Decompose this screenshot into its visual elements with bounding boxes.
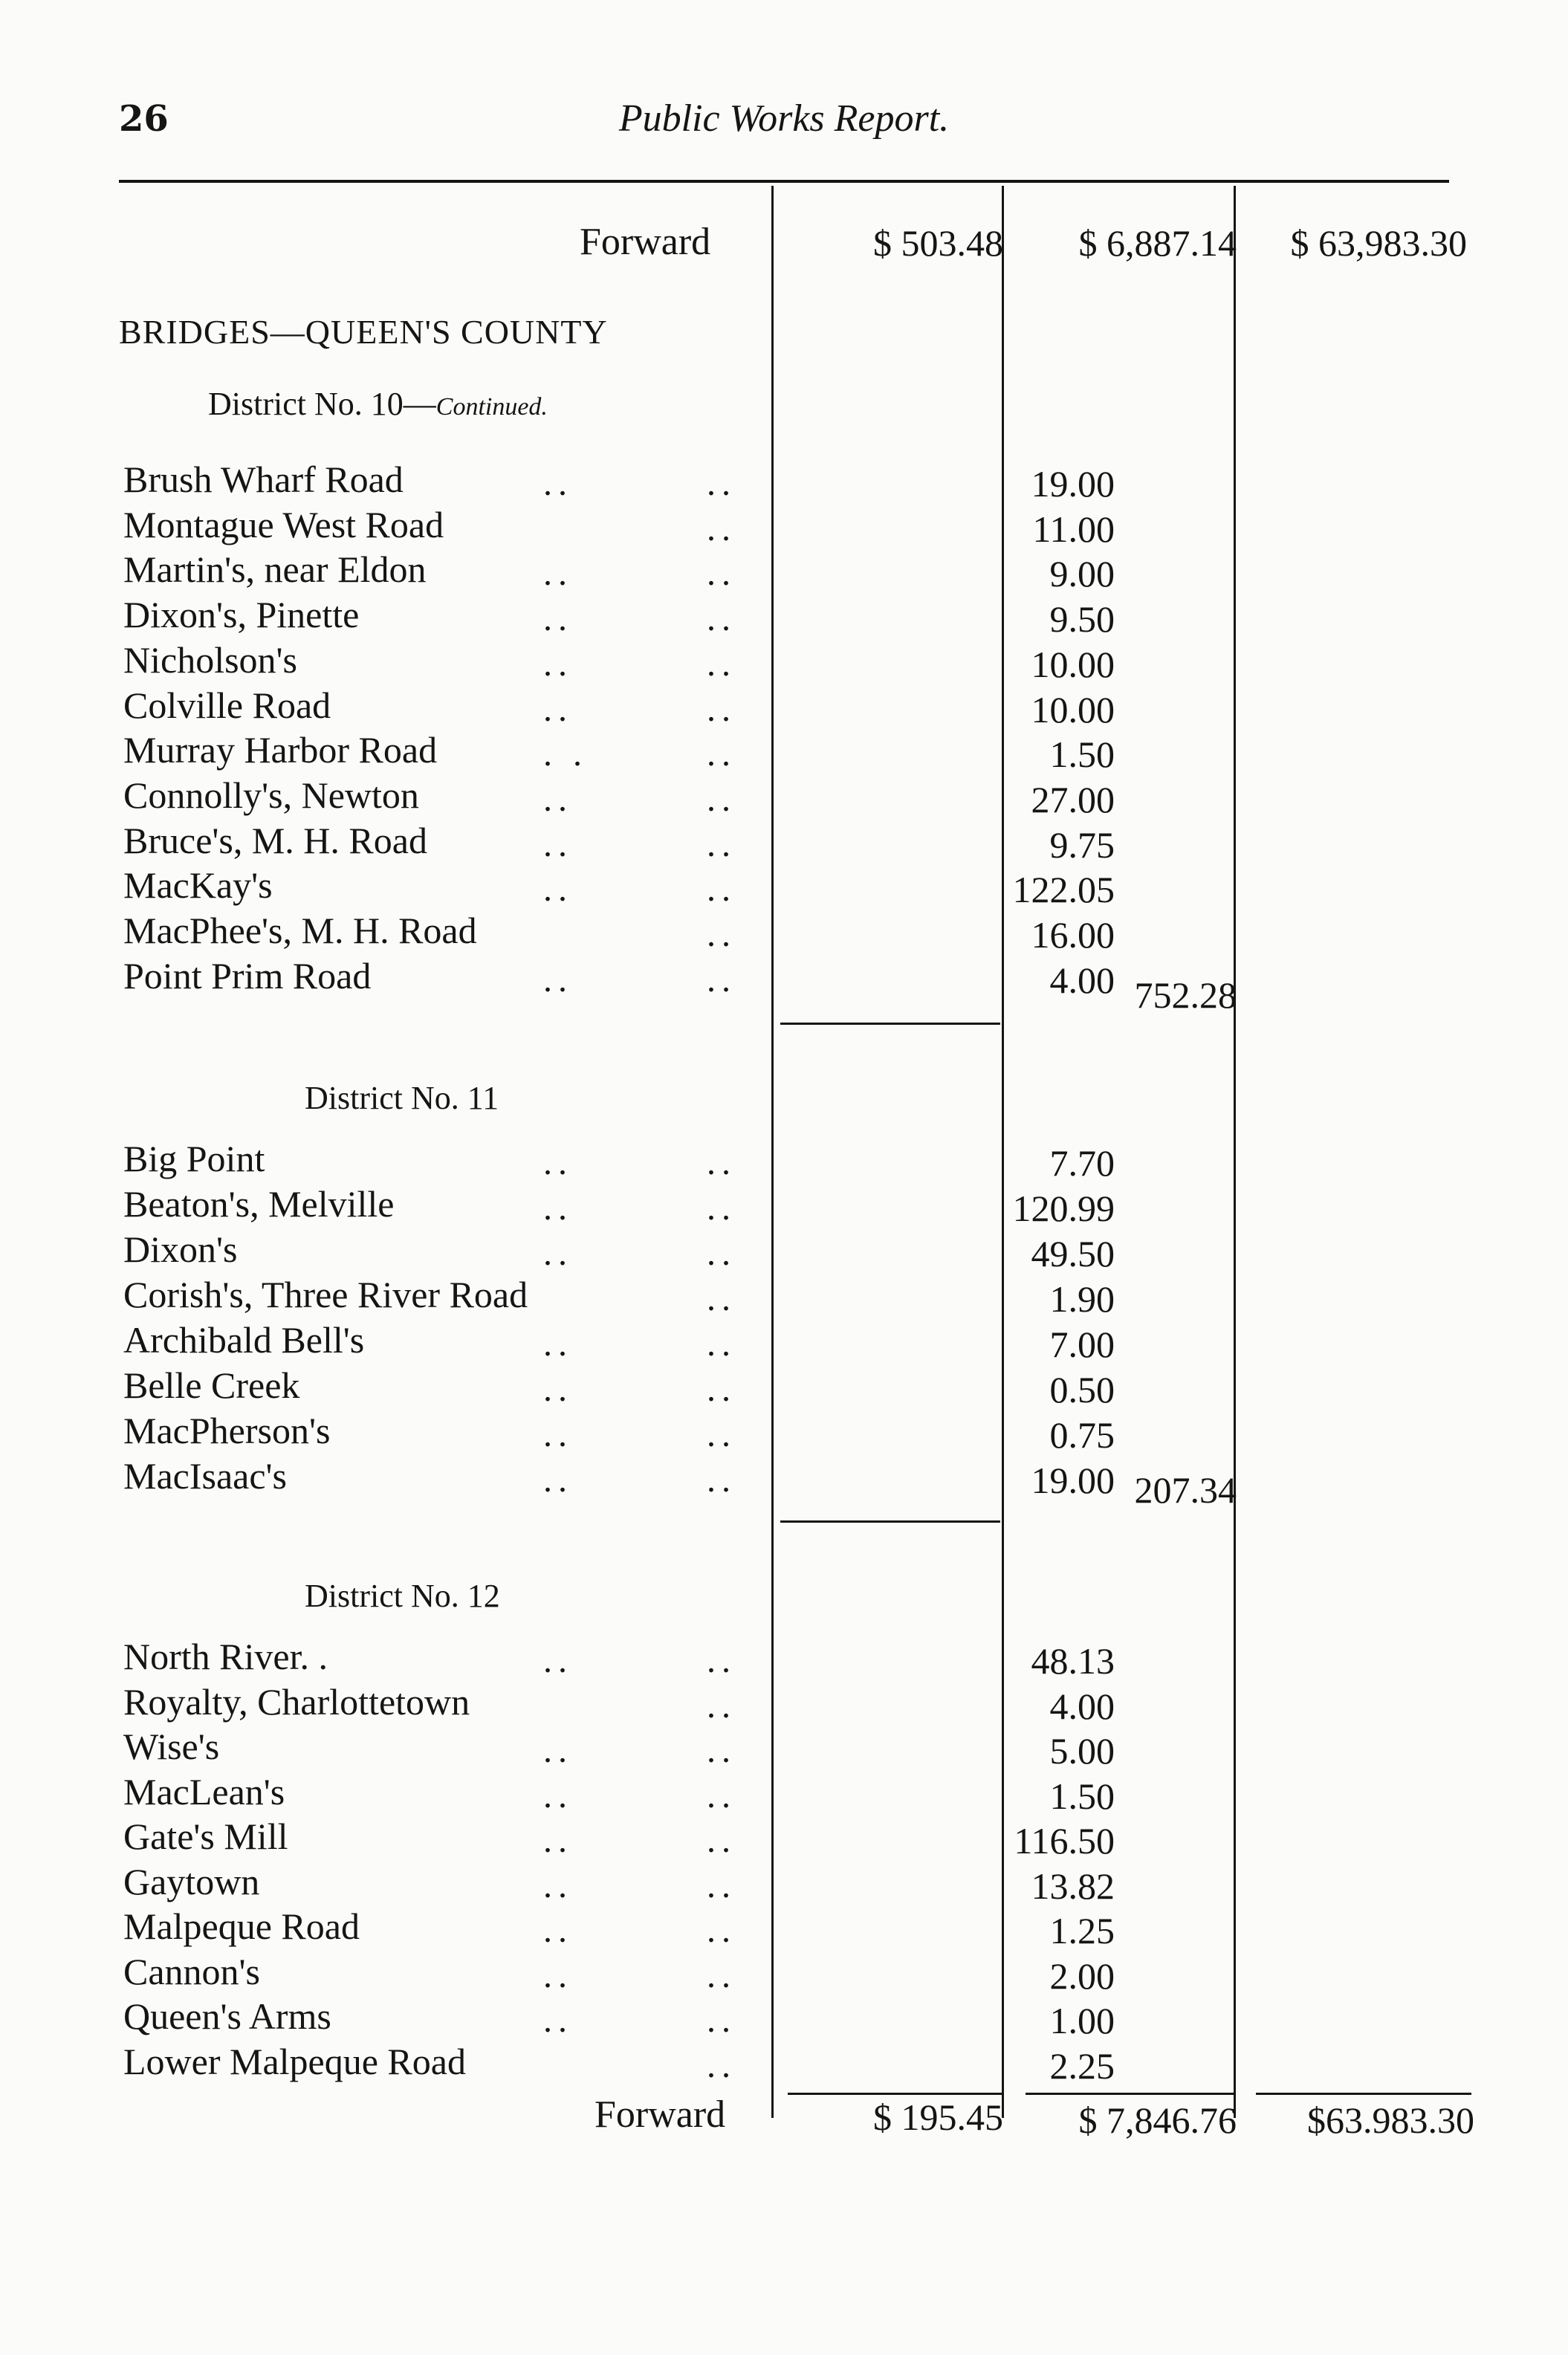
entry-amount: 1.25 bbox=[1049, 1910, 1115, 1951]
entry-row bbox=[119, 774, 1115, 818]
entry-amount: 48.13 bbox=[1031, 1640, 1115, 1682]
dot-leader: .. bbox=[542, 780, 572, 819]
entry-name: Brush Wharf Road bbox=[123, 459, 404, 500]
entry-row bbox=[119, 1409, 1115, 1454]
entry-amount: 19.00 bbox=[1031, 463, 1115, 505]
district-11-subtotal: 207.34 bbox=[1134, 1469, 1237, 1511]
entry-row bbox=[119, 1182, 1115, 1227]
entry-name: Malpeque Road bbox=[123, 1905, 360, 1947]
entry-amount: 10.00 bbox=[1031, 688, 1115, 731]
entry-row bbox=[119, 548, 1115, 595]
entry-row bbox=[119, 1273, 1115, 1318]
entry-amount: 7.00 bbox=[1049, 1324, 1115, 1365]
entry-amount: 2.00 bbox=[1049, 1954, 1115, 1997]
entry-row bbox=[119, 864, 1115, 911]
dot-leader: .. bbox=[706, 1957, 736, 1995]
district-10-title: District No. 10— bbox=[208, 386, 436, 422]
entry-name: Montague West Road bbox=[123, 503, 444, 545]
entry-amount: 16.00 bbox=[1031, 914, 1115, 956]
entry-amount: 10.00 bbox=[1031, 643, 1115, 685]
entry-row bbox=[119, 1725, 1115, 1772]
forward-top-amount-3: $ 63,983.30 bbox=[1290, 222, 1467, 264]
forward-bottom-amount-2: $ 7,846.76 bbox=[1078, 2099, 1237, 2141]
forward-bottom-amount-1: $ 195.45 bbox=[873, 2096, 1003, 2138]
dot-leader: .. bbox=[542, 1732, 572, 1770]
entry-row bbox=[119, 1950, 1115, 1995]
county-heading: BRIDGES—QUEEN'S COUNTY bbox=[119, 313, 608, 351]
entry-name: Gaytown bbox=[123, 1860, 260, 1902]
entry-row bbox=[119, 1860, 1115, 1905]
entry-amount: 9.00 bbox=[1049, 553, 1115, 595]
entry-row bbox=[119, 1364, 1115, 1408]
district-10-subtotal: 752.28 bbox=[1134, 974, 1237, 1016]
forward-top-amount-2: $ 6,887.14 bbox=[1078, 222, 1237, 264]
entry-name: Colville Road bbox=[123, 684, 331, 726]
dot-leader: .. bbox=[706, 555, 736, 594]
entry-name: Queen's Arms bbox=[123, 1995, 331, 2037]
entry-amount: 7.70 bbox=[1049, 1142, 1115, 1184]
dot-leader: .. bbox=[542, 2002, 572, 2040]
dot-leader: .. bbox=[706, 871, 736, 910]
dot-leader: .. bbox=[706, 1687, 736, 1726]
dot-leader: .. bbox=[542, 1642, 572, 1680]
forward-bottom-rule-1 bbox=[788, 2093, 1003, 2095]
entry-row bbox=[119, 638, 1115, 683]
dot-leader: .. bbox=[542, 645, 572, 684]
dot-leader: .. bbox=[706, 1777, 736, 1815]
entry-row bbox=[119, 1454, 1115, 1499]
entry-row bbox=[119, 503, 1115, 548]
dot-leader: .. bbox=[706, 1822, 736, 1860]
entry-row bbox=[119, 684, 1115, 731]
dot-leader: .. bbox=[706, 2002, 736, 2040]
dot-leader: .. bbox=[542, 1144, 572, 1182]
forward-bottom-rule-2 bbox=[1026, 2093, 1234, 2095]
entry-amount: 19.00 bbox=[1031, 1460, 1115, 1501]
entry-name: Beaton's, Melville bbox=[123, 1183, 395, 1225]
dot-leader: .. bbox=[542, 1416, 572, 1454]
dot-leader: .. bbox=[542, 555, 572, 594]
entry-row bbox=[119, 1905, 1115, 1949]
entry-name: Martin's, near Eldon bbox=[123, 548, 427, 591]
entry-amount: 13.82 bbox=[1031, 1865, 1115, 1907]
entry-row bbox=[119, 1680, 1115, 1725]
dot-leader: .. bbox=[542, 1326, 572, 1364]
dot-leader: . . bbox=[542, 736, 587, 774]
entry-row bbox=[119, 819, 1115, 864]
entry-row bbox=[119, 1815, 1115, 1862]
dot-leader: .. bbox=[542, 1190, 572, 1228]
entry-amount: 1.50 bbox=[1049, 1775, 1115, 1817]
entry-name: Murray Harbor Road bbox=[123, 729, 438, 771]
entry-amount: 0.75 bbox=[1049, 1414, 1115, 1456]
entry-name: Point Prim Road bbox=[123, 954, 372, 997]
dot-leader: .. bbox=[542, 1867, 572, 1905]
dot-leader: .. bbox=[542, 1912, 572, 1950]
entry-name: Royalty, Charlottetown bbox=[123, 1680, 470, 1723]
dot-leader: .. bbox=[706, 2047, 736, 2085]
entry-row bbox=[119, 728, 1115, 776]
page-number: 26 bbox=[119, 98, 169, 140]
dot-leader: .. bbox=[706, 780, 736, 819]
dot-leader: .. bbox=[706, 645, 736, 684]
entry-amount: 9.50 bbox=[1049, 598, 1115, 641]
dot-leader: .. bbox=[706, 1280, 736, 1318]
entry-name: Belle Creek bbox=[123, 1364, 300, 1406]
forward-bottom-rule-3 bbox=[1256, 2093, 1471, 2095]
dot-leader: .. bbox=[542, 1822, 572, 1860]
entry-amount: 4.00 bbox=[1049, 959, 1115, 1001]
district-11-heading: District No. 11 bbox=[305, 1080, 499, 1116]
dot-leader: .. bbox=[706, 1326, 736, 1364]
entry-row bbox=[119, 593, 1115, 641]
entry-name: Corish's, Three River Road bbox=[123, 1274, 528, 1315]
entry-name: Nicholson's bbox=[123, 638, 298, 681]
dot-leader: .. bbox=[706, 1144, 736, 1182]
entry-name: Archibald Bell's bbox=[123, 1319, 365, 1361]
dot-leader: .. bbox=[706, 1371, 736, 1409]
district-10-heading bbox=[208, 385, 548, 423]
entry-amount: 9.75 bbox=[1049, 823, 1115, 866]
dot-leader: .. bbox=[706, 1416, 736, 1454]
dot-leader: .. bbox=[706, 961, 736, 1000]
forward-bottom-amount-3: $63.983.30 bbox=[1307, 2099, 1474, 2141]
dot-leader: .. bbox=[542, 1371, 572, 1409]
dot-leader: .. bbox=[706, 600, 736, 639]
dot-leader: .. bbox=[706, 736, 736, 774]
entry-name: Wise's bbox=[123, 1726, 220, 1767]
dot-leader: .. bbox=[706, 690, 736, 729]
header-rule bbox=[119, 180, 1449, 183]
entry-name: Gate's Mill bbox=[123, 1815, 288, 1857]
entry-row bbox=[119, 1318, 1115, 1363]
dot-leader: .. bbox=[706, 826, 736, 864]
dot-leader: .. bbox=[706, 1912, 736, 1950]
entry-amount: 49.50 bbox=[1031, 1233, 1115, 1274]
dot-leader: .. bbox=[706, 465, 736, 503]
dot-leader: .. bbox=[706, 510, 736, 548]
dot-leader: .. bbox=[542, 1957, 572, 1995]
dot-leader: .. bbox=[706, 916, 736, 954]
entry-row bbox=[119, 909, 1115, 956]
dot-leader: .. bbox=[542, 1235, 572, 1273]
entry-name: North River. . bbox=[123, 1636, 328, 1677]
entry-name: Dixon's, Pinette bbox=[123, 594, 360, 636]
entry-name: MacPhee's, M. H. Road bbox=[123, 910, 477, 951]
entry-name: Connolly's, Newton bbox=[123, 774, 419, 816]
entry-row bbox=[119, 1635, 1115, 1682]
entry-amount: 1.00 bbox=[1049, 2000, 1115, 2041]
forward-top-label: Forward bbox=[580, 221, 711, 263]
dot-leader: .. bbox=[542, 1777, 572, 1815]
district-11-total-rule bbox=[780, 1520, 1000, 1523]
dot-leader: .. bbox=[706, 1235, 736, 1273]
dot-leader: .. bbox=[542, 1462, 572, 1500]
entry-row bbox=[119, 954, 1115, 999]
running-title: Public Works Report. bbox=[618, 97, 950, 140]
entry-amount: 5.00 bbox=[1049, 1730, 1115, 1772]
entry-amount: 1.50 bbox=[1049, 733, 1115, 776]
entry-name: Dixon's bbox=[123, 1228, 238, 1270]
entry-row bbox=[119, 1137, 1115, 1182]
entry-amount: 1.90 bbox=[1049, 1278, 1115, 1320]
dot-leader: .. bbox=[542, 961, 572, 1000]
district-10-continued: Continued. bbox=[435, 393, 548, 421]
dot-leader: .. bbox=[706, 1462, 736, 1500]
entry-amount: 27.00 bbox=[1031, 778, 1115, 820]
dot-leader: .. bbox=[542, 871, 572, 910]
entry-name: MacLean's bbox=[123, 1770, 285, 1813]
column-rule-3 bbox=[1234, 186, 1236, 2118]
forward-top-amount-1: $ 503.48 bbox=[873, 222, 1003, 264]
entry-row bbox=[119, 2040, 1115, 2087]
entry-name: MacIsaac's bbox=[123, 1455, 287, 1497]
entry-row bbox=[119, 1228, 1115, 1272]
entry-amount: 0.50 bbox=[1049, 1369, 1115, 1410]
dot-leader: .. bbox=[706, 1867, 736, 1905]
entry-name: Cannon's bbox=[123, 1950, 261, 1992]
district-10-total-rule bbox=[780, 1023, 1000, 1025]
entry-name: Lower Malpeque Road bbox=[123, 2040, 466, 2082]
entry-name: MacPherson's bbox=[123, 1410, 331, 1451]
entry-name: Big Point bbox=[123, 1138, 265, 1179]
entry-amount: 2.25 bbox=[1049, 2044, 1115, 2087]
entry-amount: 122.05 bbox=[1012, 869, 1115, 911]
entry-row bbox=[119, 1995, 1115, 2039]
entry-row bbox=[119, 458, 1115, 505]
forward-bottom-label: Forward bbox=[595, 2093, 726, 2136]
entry-amount: 116.50 bbox=[1014, 1820, 1115, 1862]
entry-name: MacKay's bbox=[123, 864, 273, 907]
dot-leader: .. bbox=[706, 1732, 736, 1770]
entry-amount: 4.00 bbox=[1049, 1685, 1115, 1727]
dot-leader: .. bbox=[542, 600, 572, 639]
dot-leader: .. bbox=[542, 690, 572, 729]
entry-row bbox=[119, 1770, 1115, 1815]
dot-leader: .. bbox=[706, 1642, 736, 1680]
entry-amount: 120.99 bbox=[1012, 1188, 1115, 1229]
dot-leader: .. bbox=[706, 1190, 736, 1228]
dot-leader: .. bbox=[542, 465, 572, 503]
dot-leader: .. bbox=[542, 826, 572, 864]
entry-name: Bruce's, M. H. Road bbox=[123, 819, 427, 861]
district-12-heading: District No. 12 bbox=[305, 1578, 500, 1614]
entry-amount: 11.00 bbox=[1032, 508, 1115, 550]
